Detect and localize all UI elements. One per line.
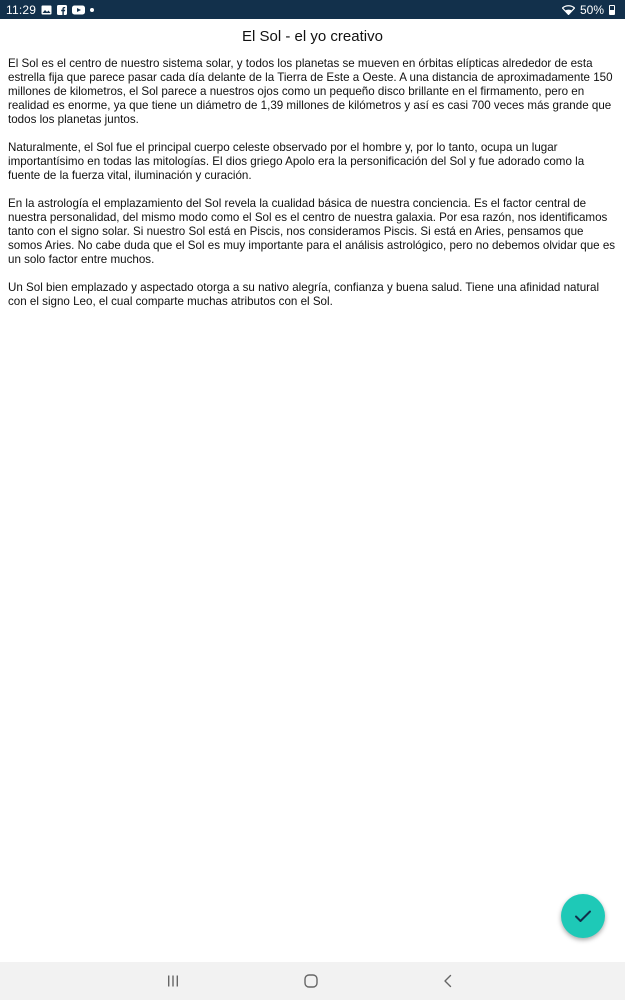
page-title: El Sol - el yo creativo	[242, 28, 383, 45]
paragraph: Un Sol bien emplazado y aspectado otorga a su nativo alegría, confianza y buena salud. Tiene una afinidad natural con el signo Leo, el cual comparte muchas atributos con el Sol.	[8, 281, 600, 308]
dot-icon	[90, 8, 94, 12]
facebook-icon	[57, 5, 67, 15]
confirm-fab-button[interactable]	[561, 894, 605, 938]
check-icon	[574, 909, 592, 923]
gallery-icon	[41, 5, 52, 15]
article-body	[8, 57, 616, 323]
status-time: 11:29	[6, 2, 37, 17]
recent-apps-button[interactable]	[153, 962, 193, 1000]
status-left	[6, 3, 94, 17]
home-icon	[303, 973, 319, 989]
back-button[interactable]	[428, 962, 468, 1000]
back-icon	[441, 974, 455, 988]
paragraph: Naturalmente, el Sol fue el principal cuerpo celeste observado por el hombre y, por lo tanto, ocupa un lugar importantísimo en todas las mitologías. El dios griego Apolo era la personificación del Sol y fue adorado como la fuente de la fuerza vital, iluminación y curación.	[8, 141, 585, 182]
navigation-bar	[0, 962, 625, 1000]
battery-percent: 50%	[579, 2, 604, 17]
recent-apps-icon	[166, 974, 180, 988]
paragraph: El Sol es el centro de nuestro sistema solar, y todos los planetas se mueven en órbitas elípticas alrededor de esta estrella fija que parece pasar cada día delante de la Tierra de Este a Oeste. A una distancia de aproximadamente 150 millones de kilometros, el Sol parece a nuestros ojos como un pequeño disco brillante en el firmamento, pero en realidad es enorme, ya que tiene un diámetro de 1,39 millones de kilómetros y así es casi 700 veces más grande que todos los planetas juntos.	[8, 57, 613, 126]
battery-icon	[609, 5, 615, 15]
youtube-icon	[72, 5, 85, 15]
wifi-icon	[562, 5, 575, 15]
status-bar	[0, 0, 625, 19]
status-right	[562, 3, 615, 17]
home-button[interactable]	[291, 962, 331, 1000]
paragraph: En la astrología el emplazamiento del Sol revela la cualidad básica de nuestra conciencia. Es el factor central de nuestra personalidad, del mismo modo como el Sol es el centro de nuestra galaxia. Por esa razón, nos identificamos tanto con el signo solar. Si nuestro Sol está en Piscis, nos consideramos Piscis. Si está en Aries, pensamos que somos Aries. No cabe duda que el Sol es muy importante para el análisis astrológico, pero no debemos olvidar que es un solo factor entre muchos.	[8, 197, 616, 266]
